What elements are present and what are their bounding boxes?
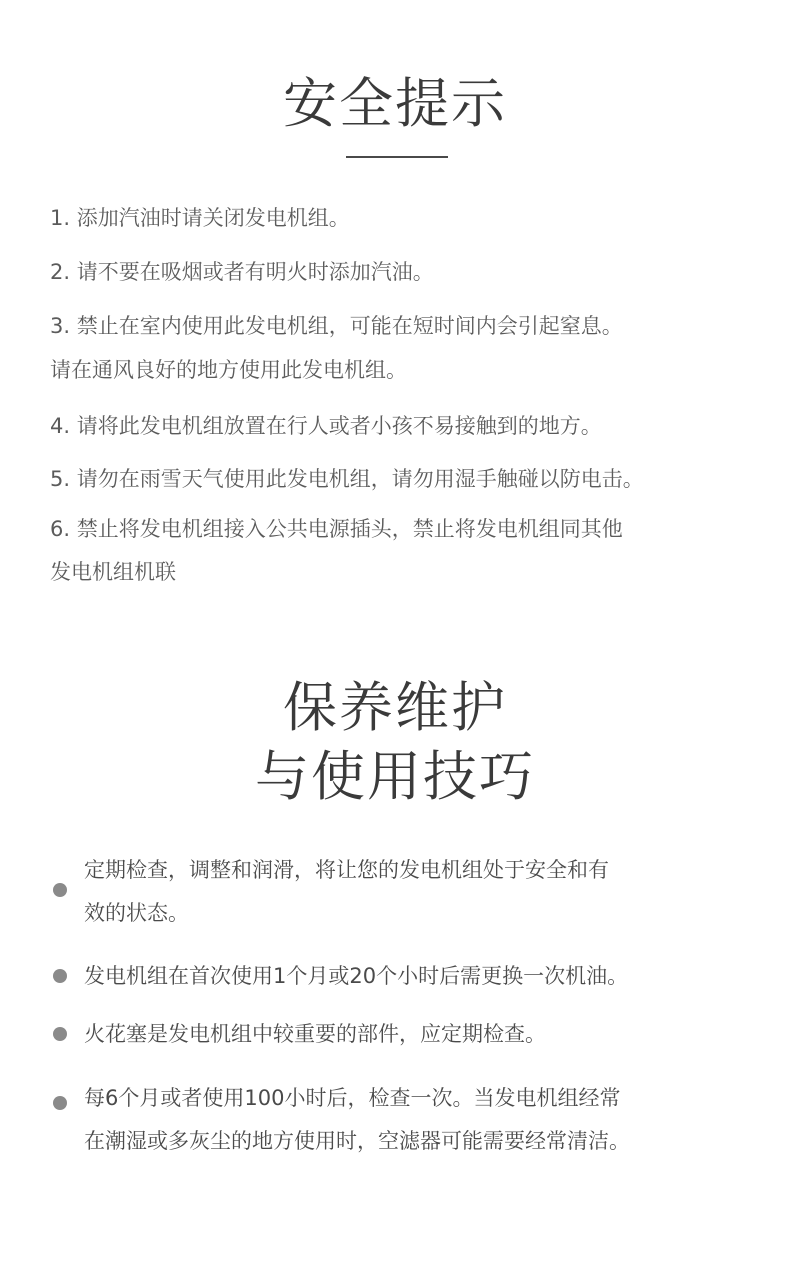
bullet-icon xyxy=(53,1027,67,1041)
tip-4-line-2: 在潮湿或多灰尘的地方使用时，空滤器可能需要经常清洁。 xyxy=(84,1129,630,1153)
safety-item-5: 5. 请勿在雨雪天气使用此发电机组，请勿用湿手触碰以防电击。 xyxy=(50,467,644,491)
tip-3: 火花塞是发电机组中较重要的部件，应定期检查。 xyxy=(84,1022,546,1046)
tip-1-line-1: 定期检查，调整和润滑，将让您的发电机组处于安全和有 xyxy=(84,858,609,882)
maintenance-title-line-2: 与使用技巧 xyxy=(255,745,535,808)
safety-item-4: 4. 请将此发电机组放置在行人或者小孩不易接触到的地方。 xyxy=(50,414,602,438)
safety-item-1: 1. 添加汽油时请关闭发电机组。 xyxy=(50,206,350,230)
tip-4-line-1: 每6个月或者使用100小时后，检查一次。当发电机组经常 xyxy=(84,1086,621,1110)
safety-item-6-line-1: 6. 禁止将发电机组接入公共电源插头，禁止将发电机组同其他 xyxy=(50,517,623,541)
maintenance-title-line-1: 保养维护 xyxy=(283,676,507,739)
safety-title: 安全提示 xyxy=(283,72,507,135)
bullet-icon xyxy=(53,1096,67,1110)
safety-item-2: 2. 请不要在吸烟或者有明火时添加汽油。 xyxy=(50,260,434,284)
safety-item-3-line-1: 3. 禁止在室内使用此发电机组，可能在短时间内会引起窒息。 xyxy=(50,314,623,338)
bullet-icon xyxy=(53,883,67,897)
tip-2: 发电机组在首次使用1个月或20个小时后需更换一次机油。 xyxy=(84,964,629,988)
title-divider xyxy=(346,156,448,158)
bullet-icon xyxy=(53,969,67,983)
safety-item-3-line-2: 请在通风良好的地方使用此发电机组。 xyxy=(50,358,407,382)
tip-1-line-2: 效的状态。 xyxy=(84,901,189,925)
safety-item-6-line-2: 发电机组机联 xyxy=(50,560,176,584)
